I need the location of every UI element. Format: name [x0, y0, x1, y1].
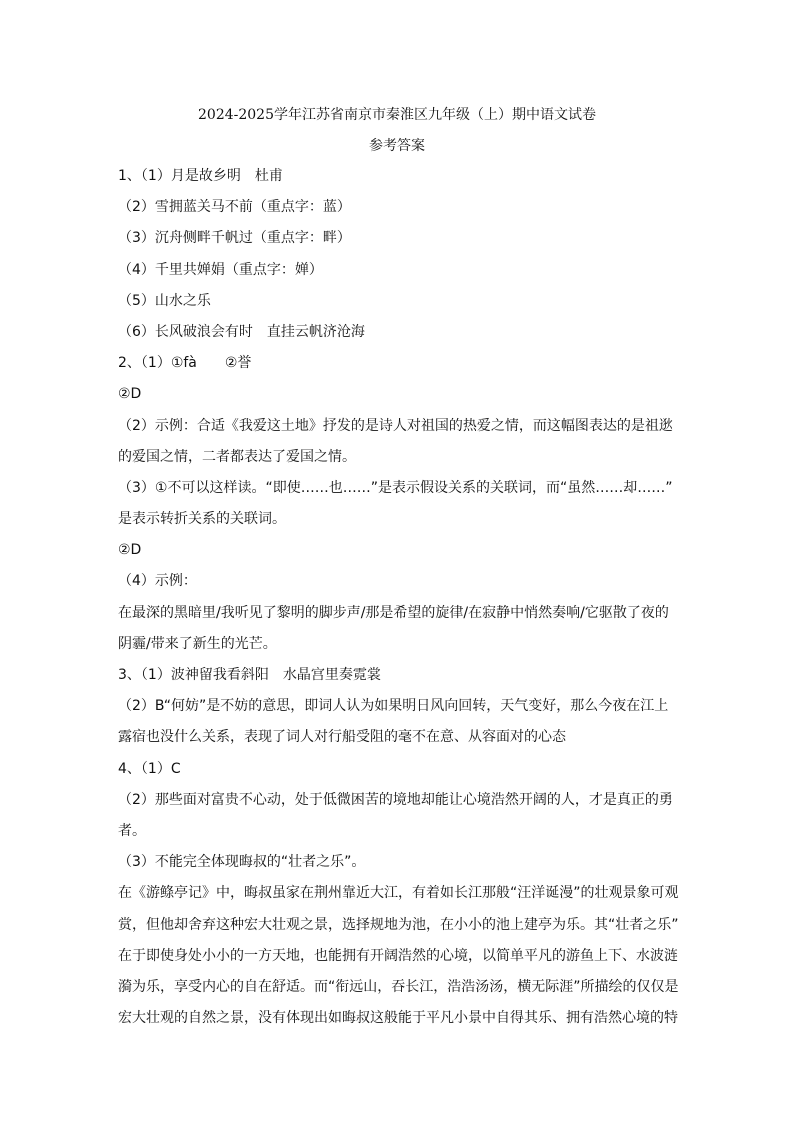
- answer-line: （5）山水之乐: [118, 292, 211, 309]
- answer-line: ②D: [118, 542, 142, 559]
- document-subtitle: 参考答案: [369, 138, 425, 154]
- answer-line: 是表示转折关系的关联词。: [118, 511, 286, 528]
- document-title: 2024-2025学年江苏省南京市秦淮区九年级（上）期中语文试卷: [198, 107, 596, 123]
- answer-line: 在最深的黑暗里/我听见了黎明的脚步声/那是希望的旋律/在寂静中悄然奏响/它驱散了夜的: [118, 604, 669, 621]
- answer-line: 3、（1）波神留我看斜阳 水晶宫里奏霓裳: [118, 667, 381, 683]
- answer-line: （4）示例：: [118, 573, 197, 590]
- answer-line: 宏大壮观的自然之景，没有体现出如晦叔这般能于平凡小景中自得其乐、拥有浩然心境的特: [118, 1010, 678, 1027]
- answer-line: （3）①不可以这样读。“即使……也……”是表示假设关系的关联词，而“虽然……却……”: [118, 479, 673, 496]
- answer-line: （4）千里共婵娟（重点字：婵）: [118, 261, 323, 278]
- answer-line: ②D: [118, 386, 142, 403]
- answer-line: 4、（1）C: [118, 760, 181, 777]
- answer-line: 者。: [118, 822, 146, 839]
- answer-line: 在《游鲦亭记》中，晦叔虽家在荆州靠近大江，有着如长江那般“汪洋诞漫”的壮观景象可观: [118, 885, 679, 902]
- answer-line: 阴霾/带来了新生的光芒。: [118, 635, 277, 652]
- answer-line: （6）长风破浪会有时 直挂云帆济沧海: [118, 323, 365, 340]
- answer-line: （3）不能完全体现晦叔的“壮者之乐”。: [118, 854, 366, 871]
- answer-line: （2）B“何妨”是不妨的意思，即词人认为如果明日风向回转，天气变好，那么今夜在江上: [118, 698, 669, 715]
- answer-line: （2）那些面对富贵不心动，处于低微困苦的境地却能让心境浩然开阔的人，才是真正的勇: [118, 791, 673, 808]
- answer-line: （3）沉舟侧畔千帆过（重点字：畔）: [118, 230, 351, 247]
- answer-body: [118, 161, 680, 1034]
- answer-line: 赏，但他却舍弃这种宏大壮观之景，选择规地为池，在小小的池上建亭为乐。其“壮者之乐”: [118, 916, 679, 933]
- answer-line: 的爱国之情，二者都表达了爱国之情。: [118, 448, 356, 465]
- answer-line: 1、（1）月是故乡明 杜甫: [118, 168, 283, 184]
- answer-line: 在于即使身处小小的一方天地，也能拥有开阔浩然的心境，以简单平凡的游鱼上下、水波涟: [118, 947, 678, 964]
- answer-line: 2、（1）①fà ②誉: [118, 355, 252, 372]
- answer-line: （2）雪拥蓝关马不前（重点字：蓝）: [118, 199, 351, 216]
- answer-line: 漪为乐，享受内心的自在舒适。而“衔远山，吞长江，浩浩汤汤，横无际涯”所描绘的仅仅是: [118, 978, 679, 995]
- answer-line: 露宿也没什么关系，表现了词人对行船受阻的毫不在意、从容面对的心态: [118, 729, 566, 746]
- answer-line: （2）示例：合适《我爱这土地》抒发的是诗人对祖国的热爱之情，而这幅图表达的是祖逖: [118, 417, 673, 434]
